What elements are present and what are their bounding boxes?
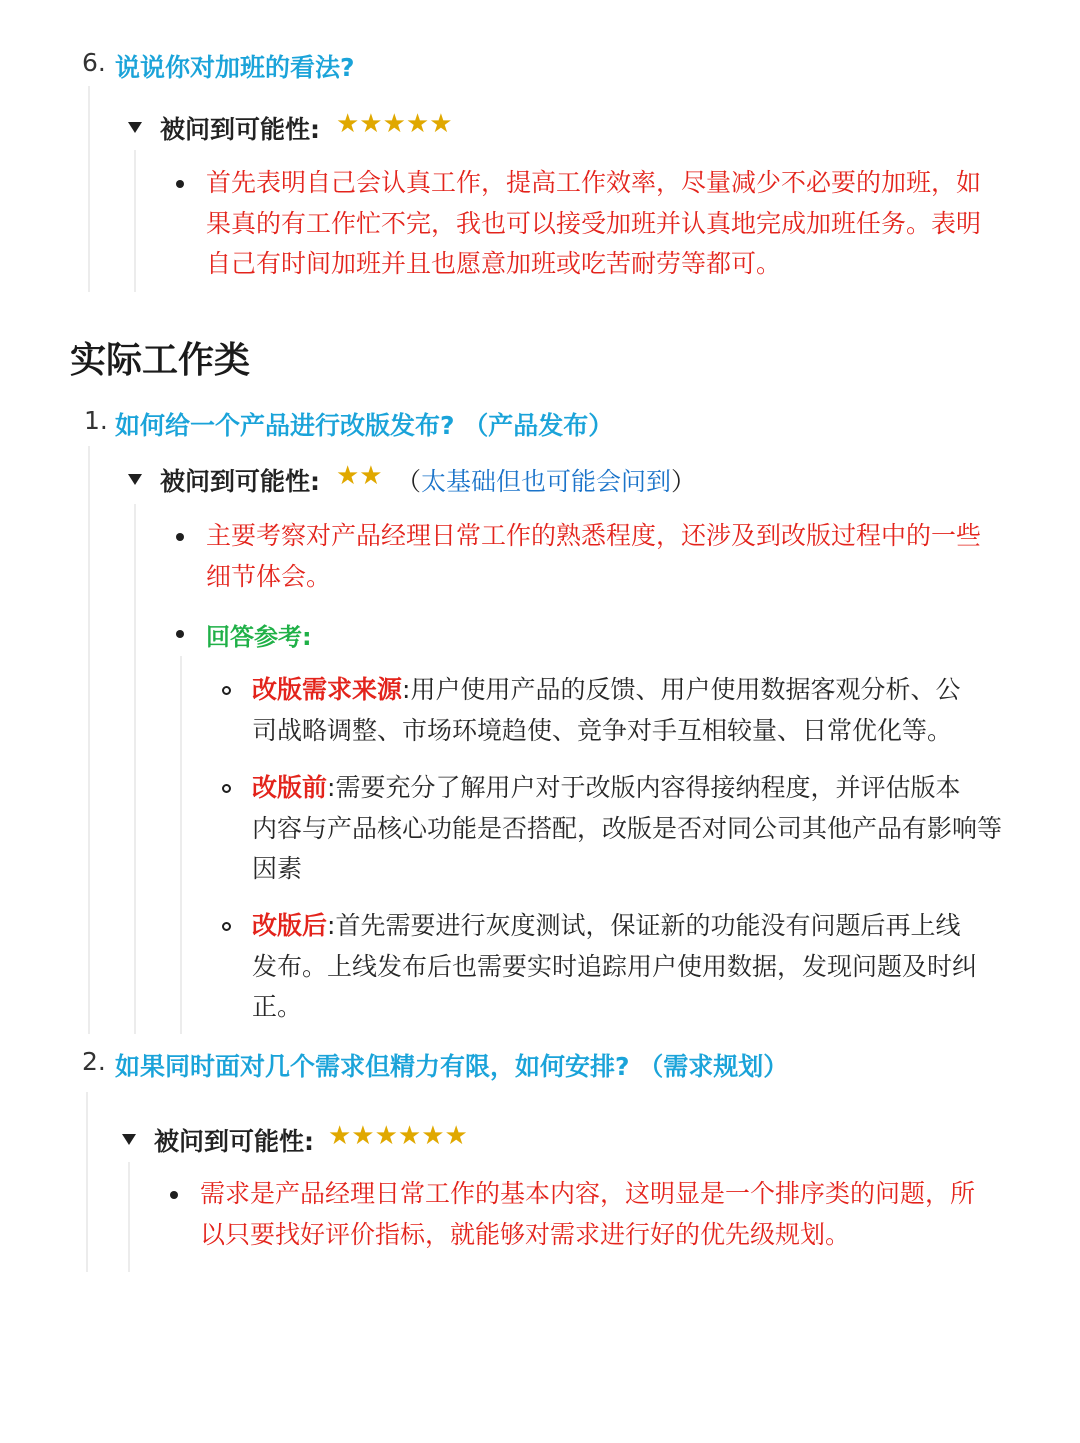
bullet-icon (176, 630, 184, 638)
indent-guide (86, 1092, 88, 1272)
paren-close: ） (671, 467, 697, 496)
likelihood-label: 被问到可能性: (160, 115, 320, 144)
reference-item (252, 670, 1012, 751)
indent-guide (88, 446, 90, 1034)
rating-stars: ★★★★★ (336, 109, 453, 139)
indent-guide (134, 150, 136, 292)
answer-text: 主要考察对产品经理日常工作的熟悉程度，还涉及到改版过程中的一些 细节体会。 (206, 521, 982, 591)
circle-bullet-icon (222, 784, 231, 793)
likelihood-label: 被问到可能性: (160, 467, 320, 496)
note-text: 太基础但也可能会问到 (421, 467, 672, 496)
reference-item (252, 906, 1012, 1028)
item-colon: : (402, 675, 411, 704)
question-link[interactable]: 如果同时面对几个需求但精力有限，如何安排? （需求规划） (115, 1052, 789, 1081)
item-text: 首先需要进行灰度测试，保证新的功能没有问题后再上线 发布。上线发布后也需要实时追踪用户使用数据，发现问题及时纠 正。 (252, 911, 978, 1021)
section-heading: 实际工作类 (70, 340, 251, 381)
bullet-icon (176, 180, 184, 188)
item-label: 改版前 (252, 773, 328, 802)
indent-guide (128, 1162, 130, 1272)
toggle-arrow-icon[interactable] (128, 122, 142, 133)
question-number: 6. (82, 48, 106, 77)
item-label: 改版后 (252, 911, 328, 940)
item-text: 用户使用产品的反馈、用户使用数据客观分析、公 司战略调整、市场环境趋使、竞争对手互相较量、日常优化等。 (252, 675, 961, 745)
item-text: 需要充分了解用户对于改版内容得接纳程度，并评估版本 内容与产品核心功能是否搭配，改版是否对同公司其他产品有影响等 因素 (252, 773, 1003, 883)
question-link[interactable]: 说说你对加班的看法? (115, 53, 355, 82)
toggle-arrow-icon[interactable] (128, 474, 142, 485)
answer-text: 首先表明自己会认真工作，提高工作效率，尽量减少不必要的加班，如 果真的有工作忙不完，我也可以接受加班并认真地完成加班任务。表明 自己有时间加班并且也愿意加班或吃苦耐劳等都可。 (206, 168, 982, 278)
rating-stars: ★★★★★★ (328, 1121, 468, 1151)
question-number: 2. (82, 1047, 106, 1076)
indent-guide (88, 86, 90, 292)
bullet-icon (176, 533, 184, 541)
reference-item (252, 768, 1022, 890)
answer-text: 需求是产品经理日常工作的基本内容，这明显是一个排序类的问题，所 以只要找好评价指标，就能够对需求进行好的优先级规划。 (200, 1179, 976, 1249)
question-number: 1. (84, 406, 108, 435)
circle-bullet-icon (222, 686, 231, 695)
likelihood-label: 被问到可能性: (154, 1127, 314, 1156)
rating-stars: ★★ (336, 461, 383, 491)
bullet-icon (170, 1191, 178, 1199)
reference-label: 回答参考: (206, 623, 312, 651)
indent-guide (134, 504, 136, 1034)
item-label: 改版需求来源 (252, 675, 403, 704)
item-colon: : (327, 773, 336, 802)
item-colon: : (327, 911, 336, 940)
paren-open: （ (396, 467, 422, 496)
circle-bullet-icon (222, 922, 231, 931)
likelihood-note (396, 462, 696, 498)
indent-guide (180, 656, 182, 1034)
question-link[interactable]: 如何给一个产品进行改版发布? （产品发布） (115, 411, 614, 440)
toggle-arrow-icon[interactable] (122, 1134, 136, 1145)
